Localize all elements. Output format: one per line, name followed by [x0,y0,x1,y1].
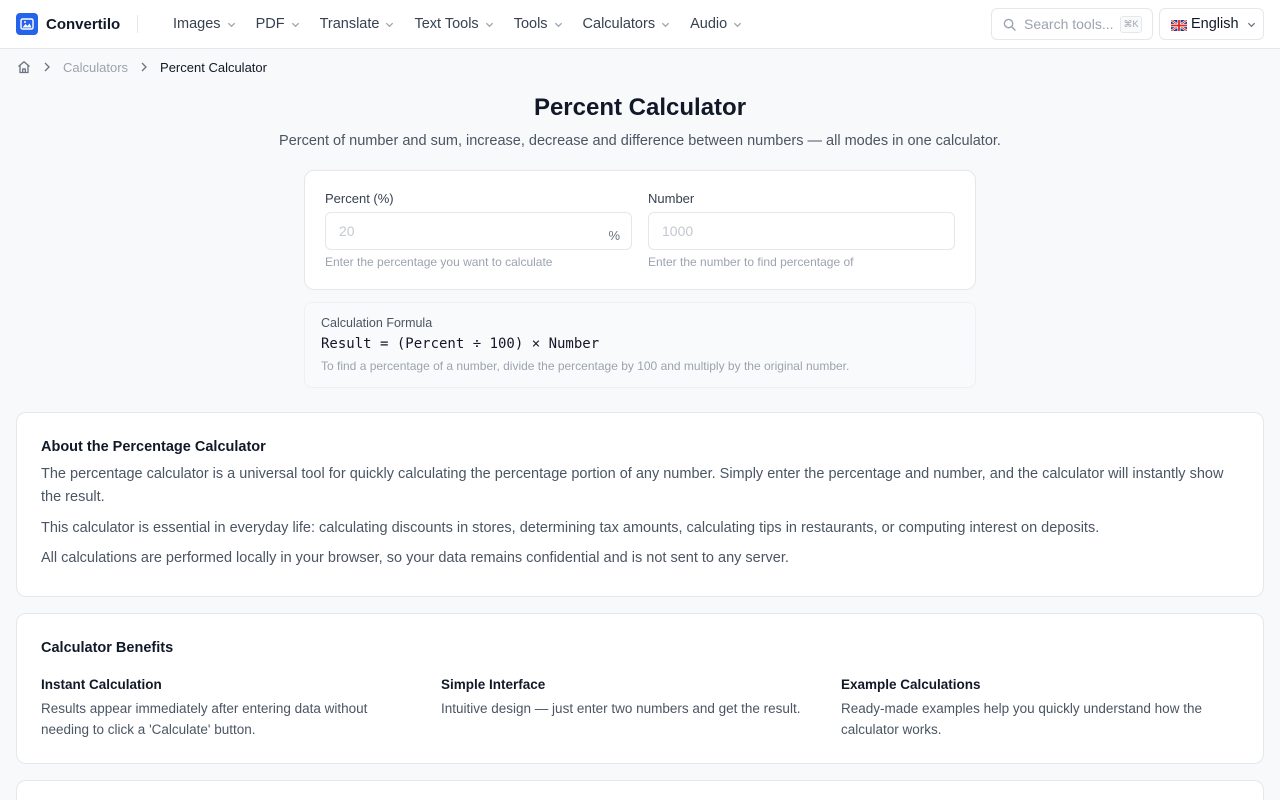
percent-input-wrapper [325,212,632,250]
benefit-item [441,677,841,740]
nav-item-label: Tools [513,16,548,32]
benefit-description: Ready-made examples help you quickly understand how the calculator works. [841,701,1202,737]
search-icon [1003,18,1016,31]
main-nav [163,0,752,48]
benefit-title: Instant Calculation [41,677,162,692]
nav-item-label: Audio [690,16,728,32]
nav-item-audio[interactable] [680,8,752,40]
benefit-item [841,677,1241,740]
benefits-title: Calculator Benefits [41,640,174,656]
percent-field [325,191,632,269]
nav-item-translate[interactable] [310,8,405,40]
benefit-description: Intuitive design — just enter two numbers and get the result. [441,701,801,716]
about-paragraph: All calculations are performed locally in your browser, so your data remains confidential and is not sent to any server. [41,550,789,566]
header-divider [137,15,138,33]
number-hint: Enter the number to find percentage of [648,255,854,269]
benefit-title: Example Calculations [841,677,981,692]
language-selector[interactable] [1159,8,1264,40]
formula-expression: Result = (Percent ÷ 100) × Number [321,336,600,352]
brand-logo[interactable] [16,13,120,35]
brand-name: Convertilo [46,15,121,33]
search-box[interactable] [991,8,1153,40]
chevron-down-icon [733,20,742,29]
chevron-right-icon [140,62,148,72]
breadcrumb-current: Percent Calculator [160,59,267,75]
calculator-card [304,170,976,290]
search-placeholder: Search tools... [1024,16,1114,32]
nav-item-label: Translate [319,16,380,32]
about-title: About the Percentage Calculator [41,439,266,455]
nav-item-calculators[interactable] [573,8,681,40]
formula-card [304,302,976,388]
nav-item-text-tools[interactable] [404,8,503,40]
formula-label: Calculation Formula [321,316,433,330]
formula-note: To find a percentage of a number, divide the percentage by 100 and multiply by the original number. [321,359,850,373]
nav-item-label: PDF [255,16,285,32]
uk-flag-icon [1171,19,1187,30]
benefits-card [16,613,1264,764]
benefit-item [41,677,441,740]
next-section-card [16,780,1264,800]
language-label: English [1191,16,1239,32]
breadcrumb-link-calculators[interactable]: Calculators [63,59,129,75]
page-title: Percent Calculator [533,94,747,121]
chevron-down-icon [291,20,300,29]
nav-item-label: Calculators [582,16,656,32]
number-label: Number [648,191,695,206]
home-icon[interactable] [17,60,31,74]
page-subtitle: Percent of number and sum, increase, decrease and difference between numbers — all modes in one calculator. [279,133,1001,149]
chevron-down-icon [1247,20,1256,29]
nav-item-images[interactable] [163,8,246,40]
chevron-right-icon [43,62,51,72]
about-paragraph: This calculator is essential in everyday life: calculating discounts in stores, determining tax amounts, calculating tips in restaurants, or computing interest on deposits. [41,520,1100,536]
about-paragraph: The percentage calculator is a universal tool for quickly calculating the percentage portion of any number. Simply enter the percentage and number, and the calculator will instantly show the result. [41,466,1224,505]
percent-input[interactable] [325,212,632,250]
nav-item-tools[interactable] [504,8,573,40]
top-header [0,0,1280,49]
chevron-down-icon [385,20,394,29]
percent-suffix: % [608,228,620,243]
image-logo-icon [16,13,38,35]
percent-label: Percent (%) [325,191,394,206]
percent-hint: Enter the percentage you want to calculate [325,255,553,269]
nav-item-label: Text Tools [414,16,479,32]
chevron-down-icon [661,20,670,29]
number-input[interactable] [648,212,955,250]
search-shortcut-badge: ⌘K [1120,16,1142,33]
breadcrumb [17,58,267,76]
chevron-down-icon [554,20,563,29]
about-card [16,412,1264,597]
number-input-wrapper [648,212,955,250]
benefit-description: Results appear immediately after entering data without needing to click a 'Calculate' button. [41,701,368,737]
chevron-down-icon [227,20,236,29]
nav-item-pdf[interactable] [246,8,310,40]
benefit-title: Simple Interface [441,677,546,692]
nav-item-label: Images [173,16,221,32]
benefits-grid [41,677,1241,740]
chevron-down-icon [485,20,494,29]
number-field [648,191,955,269]
